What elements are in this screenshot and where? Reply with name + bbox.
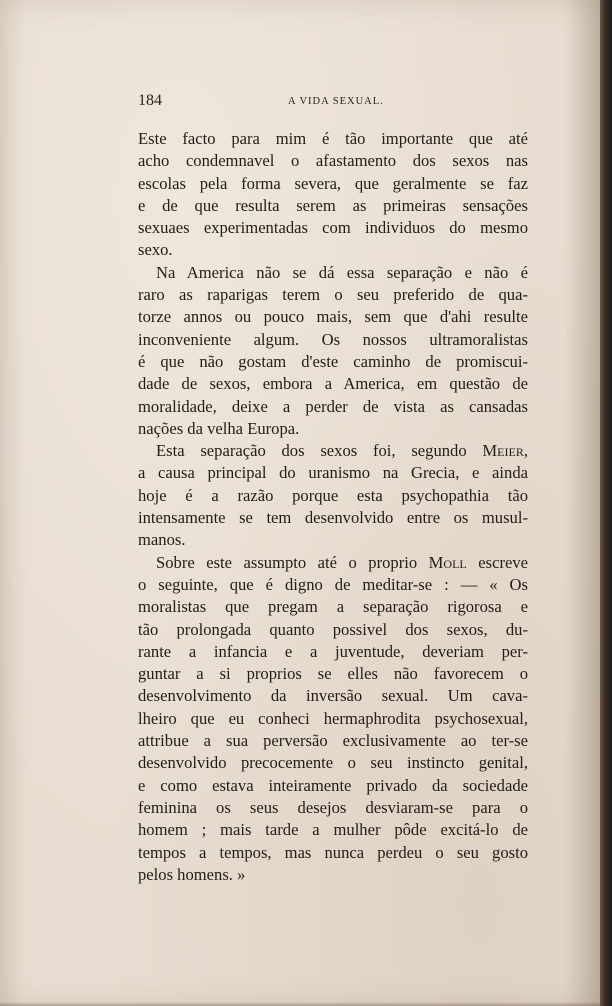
text-line: raro as raparigas terem o seu preferido de qua- xyxy=(138,285,528,305)
book-edge xyxy=(600,0,612,1006)
text-line: escolas pela forma severa, que geralmente se faz xyxy=(138,173,528,193)
text-line: é que não gostam d'este caminho de promiscui- xyxy=(138,351,528,371)
text-line: tempos a tempos, mas nunca perdeu o seu gosto xyxy=(138,842,528,862)
text-line: pelos homens. » xyxy=(138,864,246,884)
text-segment: Esta separação dos sexos foi, segundo xyxy=(156,441,467,461)
text-line: hoje é a razão porque esta psychopathia tão xyxy=(138,485,528,505)
text-line: lheiro que eu conheci hermaphrodita psychosexual, xyxy=(138,708,528,728)
running-title: A VIDA SEXUAL. xyxy=(288,96,384,107)
page-number: 184 xyxy=(138,92,162,109)
text-line: acho condemnavel o afastamento dos sexos nas xyxy=(138,151,528,171)
text-line xyxy=(138,552,528,574)
text-line: sexo. xyxy=(138,240,173,260)
text-line: Este facto para mim é tão importante que até xyxy=(138,129,528,148)
text-line: manos. xyxy=(138,530,186,550)
page-bottom-shadow xyxy=(0,1002,600,1006)
text-line: moralidade, deixe a perder de vista as cansadas xyxy=(138,396,528,416)
text-line: attribue a sua perversão exclusivamente ao ter-se xyxy=(138,731,528,751)
text-line: rante a infancia e a juventude, deveriam per- xyxy=(138,641,528,661)
text-segment: escreve xyxy=(478,552,528,572)
author-name-meier: Meier, xyxy=(482,441,528,461)
text-line: torze annos ou pouco mais, sem que d'ahi resulte xyxy=(138,307,528,327)
page-header xyxy=(138,92,528,114)
text-line: e de que resulta serem as primeiras sensações xyxy=(138,195,528,215)
text-line: inconveniente algum. Os nossos ultramoralistas xyxy=(138,329,528,349)
body-text xyxy=(138,128,528,886)
text-line: o seguinte, que é digno de meditar-se : — « Os xyxy=(138,574,528,594)
text-line: desenvolvido precocemente o seu instincto genital, xyxy=(138,753,528,773)
text-line: dade de sexos, embora a America, em questão de xyxy=(138,374,528,394)
text-line: guntar a si proprios se elles não favorecem o xyxy=(138,664,528,684)
text-line: desenvolvimento da inversão sexual. Um cava- xyxy=(138,686,528,706)
text-line: tão prolongada quanto possivel dos sexos, du- xyxy=(138,619,528,639)
text-line: nações da velha Europa. xyxy=(138,418,300,438)
text-line: Na America não se dá essa separação e não é xyxy=(156,262,528,282)
text-line xyxy=(138,440,528,462)
text-line: intensamente se tem desenvolvido entre os musul- xyxy=(138,508,528,528)
text-line: moralistas que pregam a separação rigorosa e xyxy=(138,597,528,617)
text-line: feminina os seus desejos desviaram-se para o xyxy=(138,797,528,817)
text-segment: Sobre este assumpto até o proprio xyxy=(156,552,418,572)
author-name-moll: Moll xyxy=(428,552,467,572)
text-line: a causa principal do uranismo na Grecia, e ainda xyxy=(138,463,528,483)
text-line: e como estava inteiramente privado da sociedade xyxy=(138,775,528,795)
text-line: sexuaes experimentadas com individuos do mesmo xyxy=(138,218,528,238)
text-line: homem ; mais tarde a mulher pôde excitá-lo de xyxy=(138,820,528,840)
